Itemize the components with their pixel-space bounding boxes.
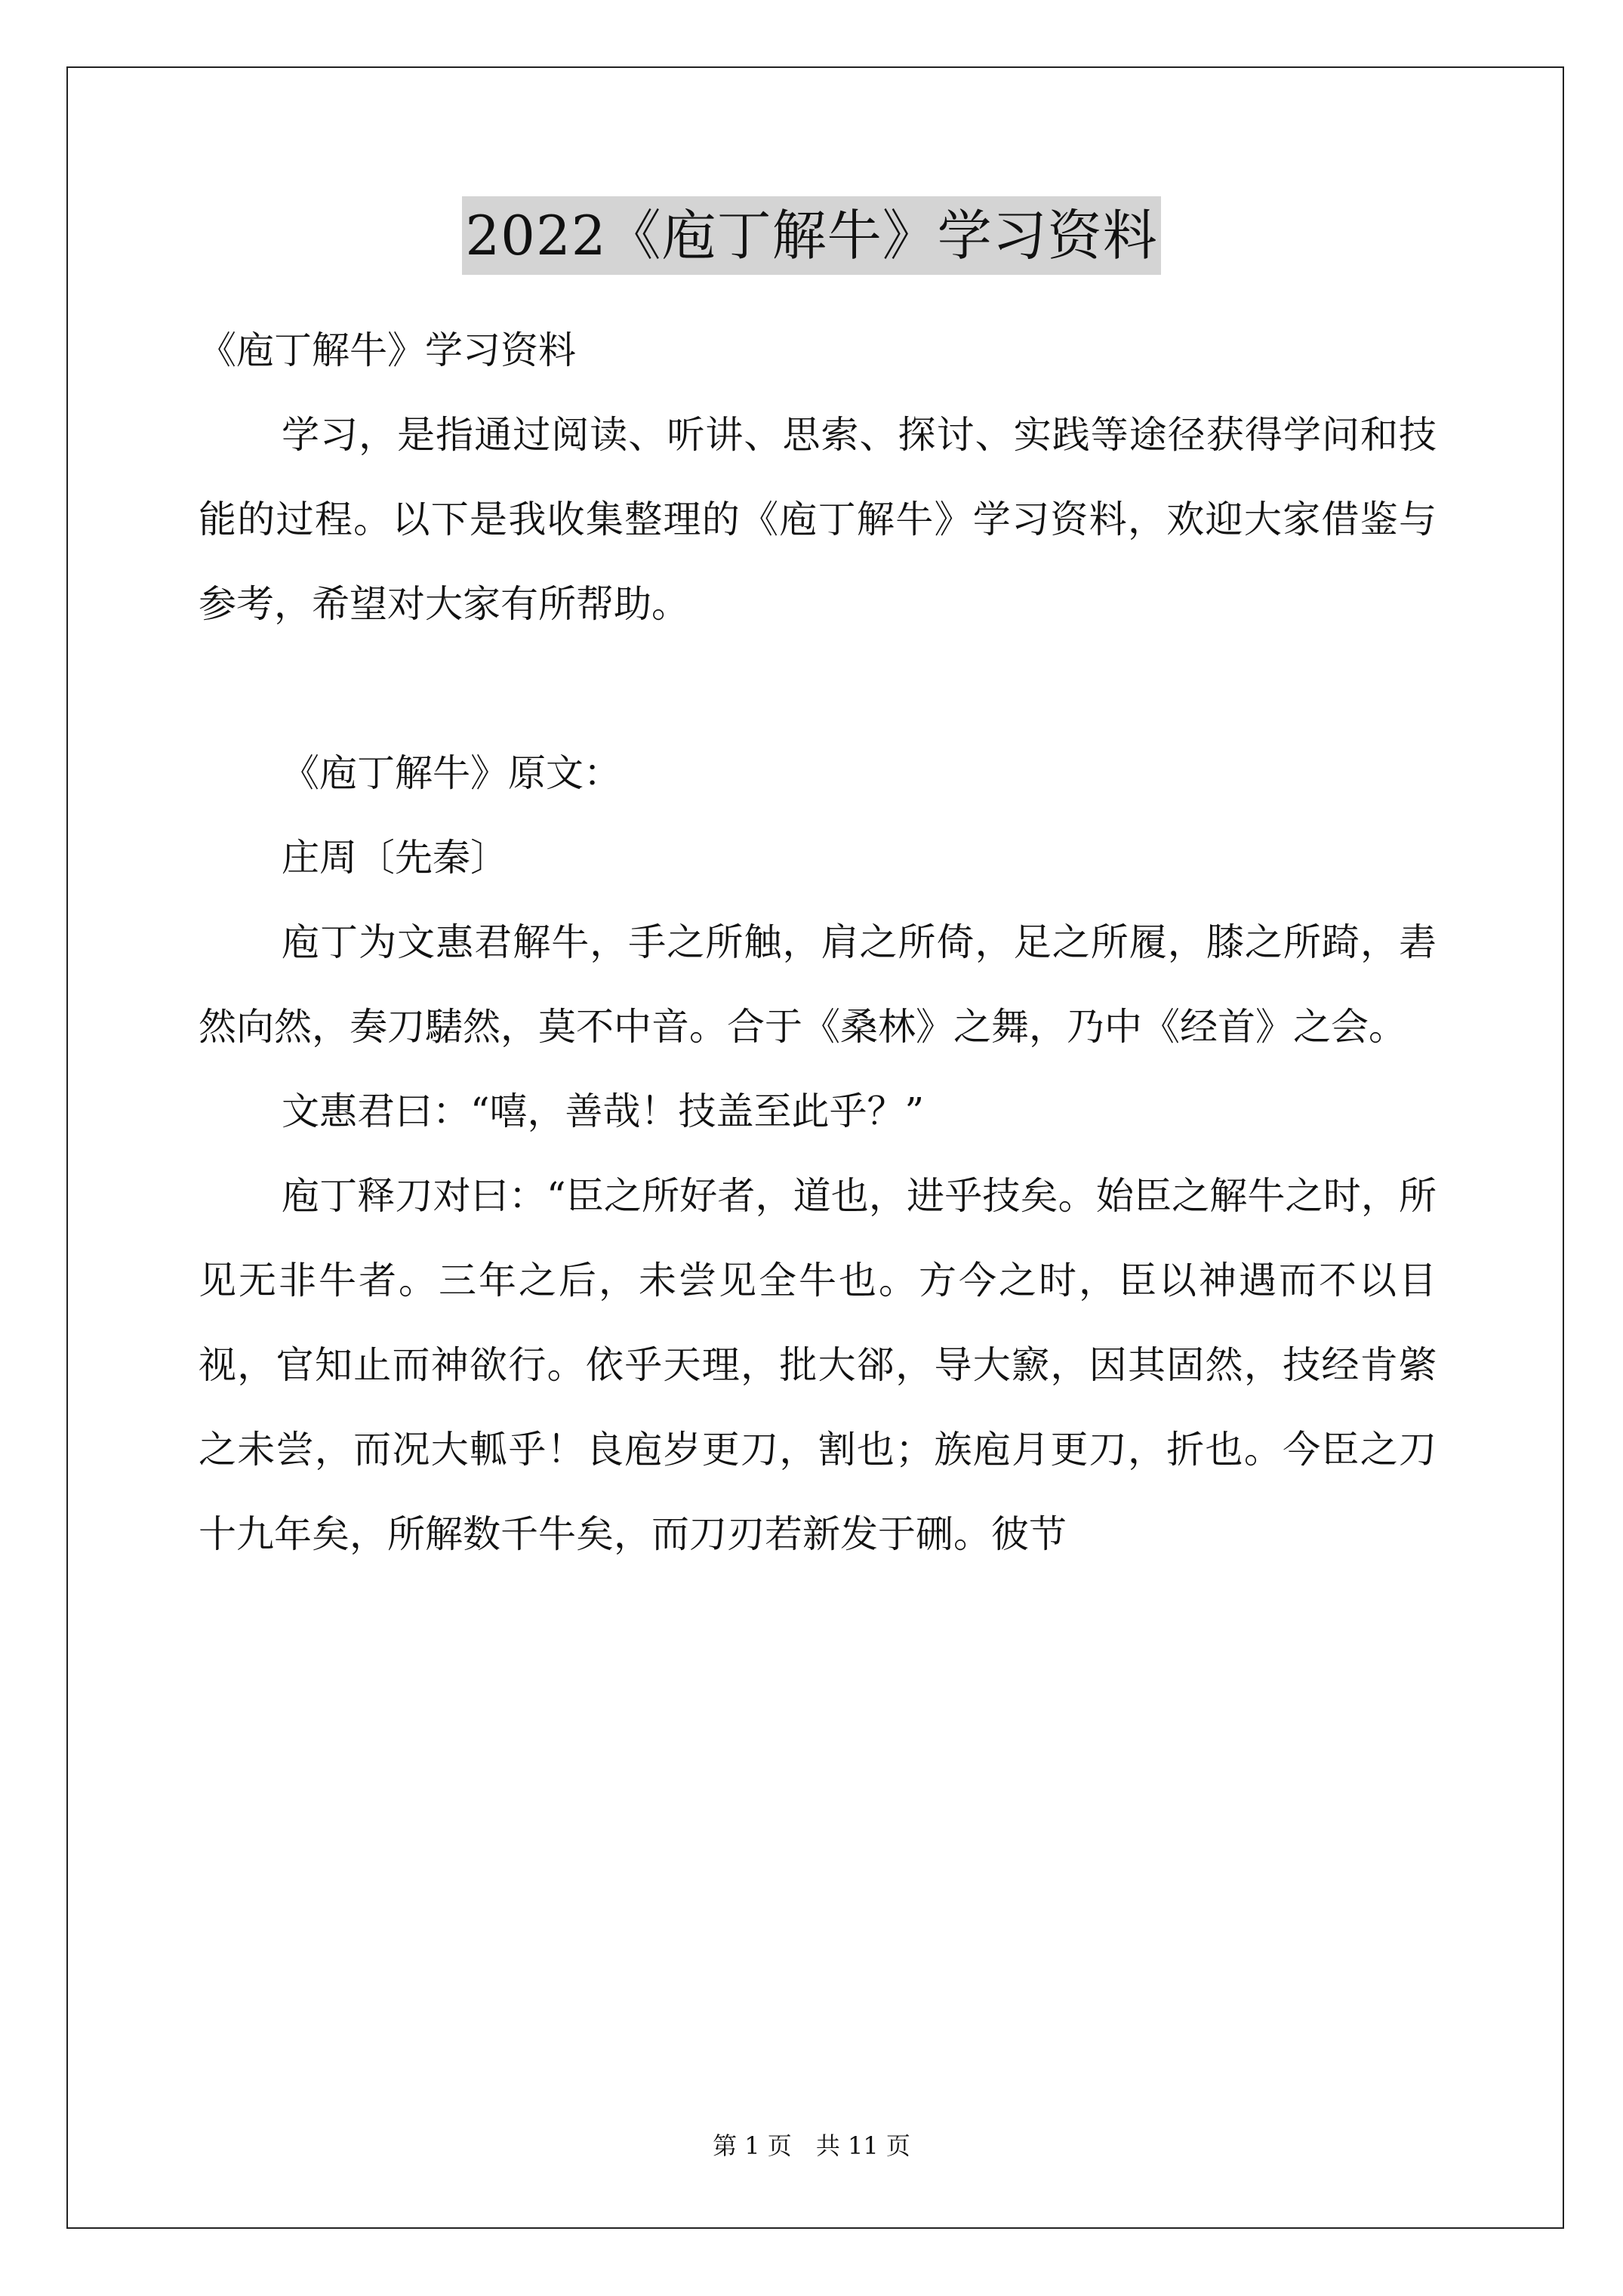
- document-title: 2022《庖丁解牛》学习资料: [462, 196, 1160, 275]
- body-paragraph-2: 文惠君曰：“嘻，善哉！技盖至此乎？”: [282, 1089, 925, 1133]
- author-line: 庄周〔先秦〕: [282, 836, 508, 880]
- document-body: [199, 308, 1437, 1576]
- sub-heading: 《庖丁解牛》学习资料: [199, 328, 576, 372]
- page-number: 第 1 页: [713, 2131, 792, 2160]
- page-footer: [0, 2131, 1623, 2161]
- title-container: [0, 196, 1623, 275]
- body-paragraph-1: 庖丁为文惠君解牛，手之所触，肩之所倚，足之所履，膝之所踦，砉然向然，奏刀騞然，莫不中音。合于《桑林》之舞，乃中《经首》之会。: [199, 920, 1437, 1049]
- original-text-label: 《庖丁解牛》原文：: [282, 751, 621, 795]
- page-count: 共 11 页: [815, 2131, 910, 2160]
- blank-line: [199, 646, 1437, 731]
- body-paragraph-3: 庖丁释刀对曰：“臣之所好者，道也，进乎技矣。始臣之解牛之时，所见无非牛者。三年之后，未尝见全牛也。方今之时，臣以神遇而不以目视，官知止而神欲行。依乎天理，批大郤，导大窾，因其固然，技经肯綮之未尝，而况大軱乎！良庖岁更刀，割也；族庖月更刀，折也。今臣之刀十九年矣，所解数千牛矣，而刀刃若新发于硎。彼节: [199, 1174, 1437, 1556]
- intro-paragraph: 学习，是指通过阅读、听讲、思索、探讨、实践等途径获得学问和技能的过程。以下是我收集整理的《庖丁解牛》学习资料，欢迎大家借鉴与参考，希望对大家有所帮助。: [199, 413, 1437, 626]
